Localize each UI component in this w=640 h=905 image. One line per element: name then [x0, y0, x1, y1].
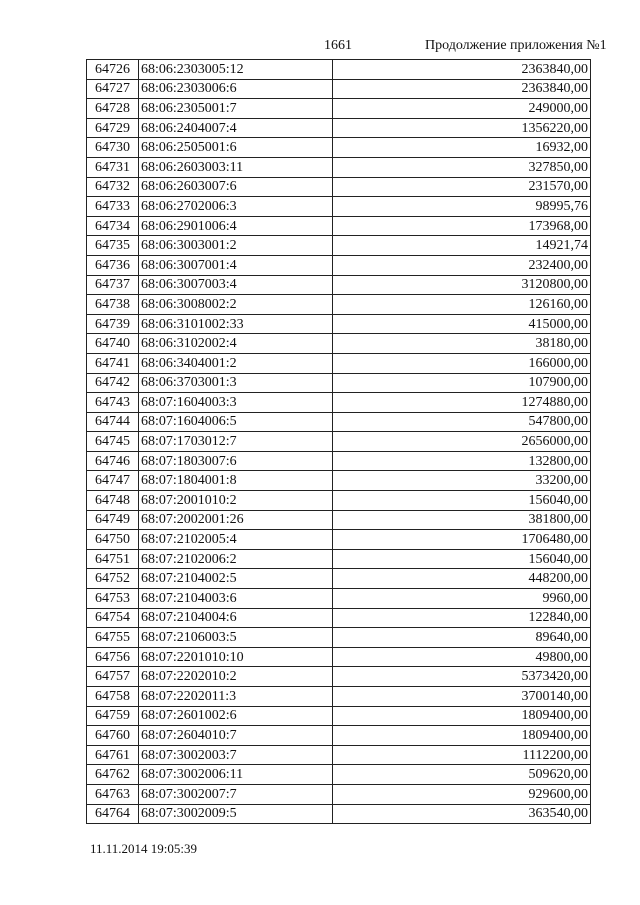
cadastral-number-cell: 68:07:1604003:3 — [139, 393, 333, 413]
row-number-cell: 64751 — [87, 549, 139, 569]
cadastral-number-cell: 68:07:2001010:2 — [139, 491, 333, 511]
amount-cell: 173968,00 — [333, 216, 591, 236]
table-row — [87, 765, 591, 785]
table-row — [87, 745, 591, 765]
row-number-cell: 64752 — [87, 569, 139, 589]
row-number-cell: 64749 — [87, 510, 139, 530]
amount-cell: 547800,00 — [333, 412, 591, 432]
cadastral-number-cell: 68:06:2702006:3 — [139, 197, 333, 217]
row-number-cell: 64740 — [87, 334, 139, 354]
row-number-cell: 64764 — [87, 804, 139, 824]
row-number-cell: 64747 — [87, 471, 139, 491]
amount-cell: 1112200,00 — [333, 745, 591, 765]
amount-cell: 5373420,00 — [333, 667, 591, 687]
table-row — [87, 157, 591, 177]
amount-cell: 2363840,00 — [333, 79, 591, 99]
cadastral-number-cell: 68:06:3404001:2 — [139, 353, 333, 373]
page-number: 1661 — [324, 38, 352, 53]
table-row — [87, 197, 591, 217]
amount-cell: 156040,00 — [333, 549, 591, 569]
row-number-cell: 64733 — [87, 197, 139, 217]
table-row — [87, 647, 591, 667]
row-number-cell: 64728 — [87, 99, 139, 119]
cadastral-number-cell: 68:07:2002001:26 — [139, 510, 333, 530]
amount-cell: 381800,00 — [333, 510, 591, 530]
amount-cell: 107900,00 — [333, 373, 591, 393]
row-number-cell: 64726 — [87, 60, 139, 80]
table-row — [87, 295, 591, 315]
cadastral-number-cell: 68:07:1803007:6 — [139, 451, 333, 471]
cadastral-number-cell: 68:07:2104002:5 — [139, 569, 333, 589]
row-number-cell: 64730 — [87, 138, 139, 158]
table-row — [87, 255, 591, 275]
cadastral-number-cell: 68:06:2901006:4 — [139, 216, 333, 236]
cadastral-number-cell: 68:06:3008002:2 — [139, 295, 333, 315]
amount-cell: 98995,76 — [333, 197, 591, 217]
register-table — [86, 59, 591, 824]
table-row — [87, 589, 591, 609]
cadastral-number-cell: 68:07:3002003:7 — [139, 745, 333, 765]
amount-cell: 363540,00 — [333, 804, 591, 824]
appendix-continuation-note: Продолжение приложения №1 — [425, 38, 607, 53]
table-row — [87, 569, 591, 589]
cadastral-number-cell: 68:06:2404007:4 — [139, 118, 333, 138]
amount-cell: 1809400,00 — [333, 706, 591, 726]
row-number-cell: 64759 — [87, 706, 139, 726]
cadastral-number-cell: 68:06:3007001:4 — [139, 255, 333, 275]
row-number-cell: 64729 — [87, 118, 139, 138]
row-number-cell: 64739 — [87, 314, 139, 334]
row-number-cell: 64763 — [87, 784, 139, 804]
row-number-cell: 64727 — [87, 79, 139, 99]
cadastral-number-cell: 68:06:3102002:4 — [139, 334, 333, 354]
amount-cell: 448200,00 — [333, 569, 591, 589]
table-row — [87, 804, 591, 824]
table-row — [87, 667, 591, 687]
amount-cell: 3700140,00 — [333, 687, 591, 707]
table-row — [87, 628, 591, 648]
table-row — [87, 687, 591, 707]
amount-cell: 249000,00 — [333, 99, 591, 119]
table-row — [87, 353, 591, 373]
amount-cell: 1356220,00 — [333, 118, 591, 138]
cadastral-number-cell: 68:07:2601002:6 — [139, 706, 333, 726]
cadastral-number-cell: 68:07:2104004:6 — [139, 608, 333, 628]
amount-cell: 122840,00 — [333, 608, 591, 628]
row-number-cell: 64736 — [87, 255, 139, 275]
amount-cell: 415000,00 — [333, 314, 591, 334]
table-row — [87, 216, 591, 236]
table-row — [87, 99, 591, 119]
row-number-cell: 64753 — [87, 589, 139, 609]
amount-cell: 327850,00 — [333, 157, 591, 177]
amount-cell: 232400,00 — [333, 255, 591, 275]
table-row — [87, 275, 591, 295]
amount-cell: 1274880,00 — [333, 393, 591, 413]
row-number-cell: 64761 — [87, 745, 139, 765]
cadastral-number-cell: 68:07:1703012:7 — [139, 432, 333, 452]
amount-cell: 3120800,00 — [333, 275, 591, 295]
table-row — [87, 530, 591, 550]
row-number-cell: 64754 — [87, 608, 139, 628]
cadastral-number-cell: 68:07:3002006:11 — [139, 765, 333, 785]
cadastral-number-cell: 68:07:2104003:6 — [139, 589, 333, 609]
cadastral-number-cell: 68:06:2305001:7 — [139, 99, 333, 119]
amount-cell: 33200,00 — [333, 471, 591, 491]
cadastral-number-cell: 68:06:2303005:12 — [139, 60, 333, 80]
table-row — [87, 373, 591, 393]
row-number-cell: 64745 — [87, 432, 139, 452]
print-timestamp: 11.11.2014 19:05:39 — [90, 841, 198, 856]
amount-cell: 156040,00 — [333, 491, 591, 511]
row-number-cell: 64732 — [87, 177, 139, 197]
cadastral-number-cell: 68:07:2604010:7 — [139, 726, 333, 746]
table-row — [87, 118, 591, 138]
row-number-cell: 64762 — [87, 765, 139, 785]
table-row — [87, 510, 591, 530]
cadastral-number-cell: 68:07:1604006:5 — [139, 412, 333, 432]
table-row — [87, 451, 591, 471]
row-number-cell: 64756 — [87, 647, 139, 667]
amount-cell: 2363840,00 — [333, 60, 591, 80]
cadastral-number-cell: 68:06:2505001:6 — [139, 138, 333, 158]
row-number-cell: 64743 — [87, 393, 139, 413]
row-number-cell: 64758 — [87, 687, 139, 707]
table-row — [87, 608, 591, 628]
amount-cell: 1809400,00 — [333, 726, 591, 746]
table-row — [87, 138, 591, 158]
cadastral-number-cell: 68:07:2102005:4 — [139, 530, 333, 550]
amount-cell: 1706480,00 — [333, 530, 591, 550]
row-number-cell: 64757 — [87, 667, 139, 687]
cadastral-number-cell: 68:06:3101002:33 — [139, 314, 333, 334]
amount-cell: 126160,00 — [333, 295, 591, 315]
register-table-body — [87, 60, 591, 824]
table-row — [87, 549, 591, 569]
cadastral-number-cell: 68:07:1804001:8 — [139, 471, 333, 491]
cadastral-number-cell: 68:06:3003001:2 — [139, 236, 333, 256]
row-number-cell: 64738 — [87, 295, 139, 315]
row-number-cell: 64734 — [87, 216, 139, 236]
row-number-cell: 64755 — [87, 628, 139, 648]
amount-cell: 14921,74 — [333, 236, 591, 256]
amount-cell: 231570,00 — [333, 177, 591, 197]
table-row — [87, 784, 591, 804]
cadastral-number-cell: 68:07:2202011:3 — [139, 687, 333, 707]
table-row — [87, 177, 591, 197]
row-number-cell: 64731 — [87, 157, 139, 177]
cadastral-number-cell: 68:07:3002009:5 — [139, 804, 333, 824]
row-number-cell: 64750 — [87, 530, 139, 550]
amount-cell: 16932,00 — [333, 138, 591, 158]
table-row — [87, 706, 591, 726]
row-number-cell: 64737 — [87, 275, 139, 295]
table-row — [87, 60, 591, 80]
row-number-cell: 64742 — [87, 373, 139, 393]
amount-cell: 9960,00 — [333, 589, 591, 609]
row-number-cell: 64748 — [87, 491, 139, 511]
cadastral-number-cell: 68:07:2102006:2 — [139, 549, 333, 569]
cadastral-number-cell: 68:06:2603003:11 — [139, 157, 333, 177]
table-row — [87, 79, 591, 99]
cadastral-number-cell: 68:06:3703001:3 — [139, 373, 333, 393]
amount-cell: 929600,00 — [333, 784, 591, 804]
table-row — [87, 432, 591, 452]
amount-cell: 89640,00 — [333, 628, 591, 648]
row-number-cell: 64744 — [87, 412, 139, 432]
row-number-cell: 64735 — [87, 236, 139, 256]
row-number-cell: 64760 — [87, 726, 139, 746]
table-row — [87, 471, 591, 491]
amount-cell: 49800,00 — [333, 647, 591, 667]
table-row — [87, 726, 591, 746]
table-row — [87, 491, 591, 511]
table-row — [87, 314, 591, 334]
cadastral-number-cell: 68:06:3007003:4 — [139, 275, 333, 295]
cadastral-number-cell: 68:06:2603007:6 — [139, 177, 333, 197]
row-number-cell: 64746 — [87, 451, 139, 471]
cadastral-number-cell: 68:07:3002007:7 — [139, 784, 333, 804]
table-row — [87, 236, 591, 256]
table-row — [87, 393, 591, 413]
amount-cell: 2656000,00 — [333, 432, 591, 452]
cadastral-number-cell: 68:07:2202010:2 — [139, 667, 333, 687]
cadastral-number-cell: 68:07:2201010:10 — [139, 647, 333, 667]
table-row — [87, 412, 591, 432]
amount-cell: 132800,00 — [333, 451, 591, 471]
amount-cell: 38180,00 — [333, 334, 591, 354]
table-row — [87, 334, 591, 354]
row-number-cell: 64741 — [87, 353, 139, 373]
cadastral-number-cell: 68:07:2106003:5 — [139, 628, 333, 648]
cadastral-number-cell: 68:06:2303006:6 — [139, 79, 333, 99]
amount-cell: 166000,00 — [333, 353, 591, 373]
amount-cell: 509620,00 — [333, 765, 591, 785]
